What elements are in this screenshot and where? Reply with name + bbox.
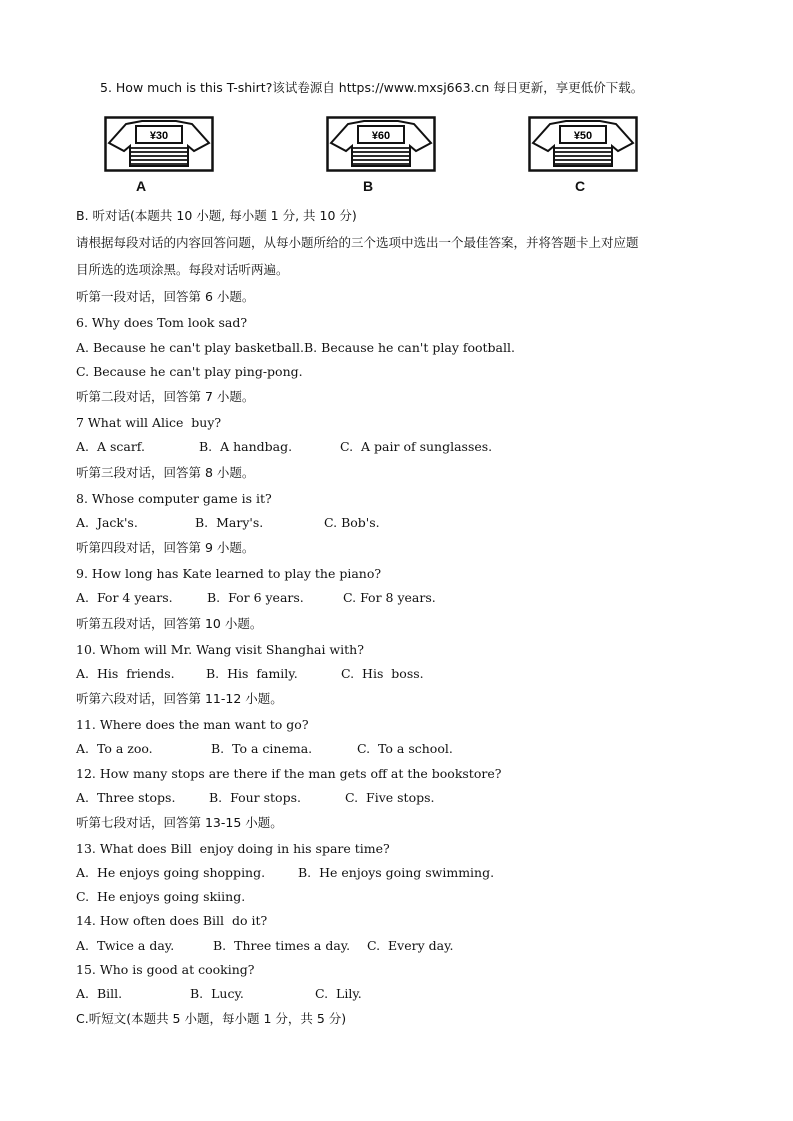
option-8a: A. Jack's. xyxy=(76,515,138,530)
option-7c: C. A pair of sunglasses. xyxy=(340,439,493,454)
option-12a: A. Three stops. xyxy=(76,790,176,805)
option-10b: B. His family. xyxy=(206,666,298,681)
section-c-title: C.听短文(本题共 5 小题，每小题 1 分，共 5 分) xyxy=(76,1011,347,1026)
question-14: 14. How often does Bill do it? xyxy=(76,913,268,928)
option-8c: C. Bob's. xyxy=(324,515,380,530)
option-15c: C. Lily. xyxy=(315,986,362,1001)
option-14c: C. Every day. xyxy=(367,938,454,953)
tshirt-price-a: ¥30 xyxy=(149,130,169,142)
question-9: 9. How long has Kate learned to play the piano? xyxy=(76,566,382,581)
option-13c: C. He enjoys going skiing. xyxy=(76,889,246,904)
option-label-a: A xyxy=(136,178,147,194)
tshirt-picture-b xyxy=(326,116,436,174)
question-8: 8. Whose computer game is it? xyxy=(76,491,272,506)
dialogue-heading-7: 听第七段对话，回答第 13-15 小题。 xyxy=(76,815,283,830)
question-10: 10. Whom will Mr. Wang visit Shanghai with? xyxy=(76,642,364,657)
option-7b: B. A handbag. xyxy=(199,439,293,454)
option-6a: A. Because he can't play basketball. xyxy=(76,340,304,355)
dialogue-heading-1: 听第一段对话，回答第 6 小题。 xyxy=(76,289,255,304)
option-11a: A. To a zoo. xyxy=(76,741,153,756)
section-b-instructions: 请根据每段对话的内容回答问题，从每小题所给的三个选项中选出一个最佳答案，并将答题卡上对应题 xyxy=(76,235,639,250)
option-7a: A. A scarf. xyxy=(76,439,145,454)
tshirt-picture-a xyxy=(104,116,214,174)
section-b-instructions-cont: 目所选的选项涂黑。每段对话听两遍。 xyxy=(76,262,289,277)
dialogue-heading-5: 听第五段对话，回答第 10 小题。 xyxy=(76,616,263,631)
option-10a: A. His friends. xyxy=(76,666,175,681)
option-9c: C. For 8 years. xyxy=(343,590,436,605)
question-12: 12. How many stops are there if the man gets off at the bookstore? xyxy=(76,766,502,781)
tshirt-picture-c xyxy=(528,116,638,174)
question-7: 7 What will Alice buy? xyxy=(76,415,222,430)
option-9a: A. For 4 years. xyxy=(76,590,173,605)
option-10c: C. His boss. xyxy=(341,666,424,681)
question-5: 5. How much is this T-shirt?该试卷源自 https://www.mxsj663.cn 每日更新，享更低价下载。 xyxy=(100,80,644,95)
question-13: 13. What does Bill enjoy doing in his spare time? xyxy=(76,841,390,856)
question-15: 15. Who is good at cooking? xyxy=(76,962,255,977)
dialogue-heading-3: 听第三段对话，回答第 8 小题。 xyxy=(76,465,255,480)
option-15b: B. Lucy. xyxy=(190,986,244,1001)
option-13a: A. He enjoys going shopping. xyxy=(76,865,266,880)
dialogue-heading-2: 听第二段对话，回答第 7 小题。 xyxy=(76,389,255,404)
option-label-b: B xyxy=(363,178,374,194)
option-12c: C. Five stops. xyxy=(345,790,435,805)
question-6: 6. Why does Tom look sad? xyxy=(76,315,248,330)
option-8b: B. Mary's. xyxy=(195,515,264,530)
option-14b: B. Three times a day. xyxy=(213,938,351,953)
option-label-c: C xyxy=(575,178,586,194)
option-6c: C. Because he can't play ping-pong. xyxy=(76,364,303,379)
tshirt-price-c: ¥50 xyxy=(573,130,593,142)
question-11: 11. Where does the man want to go? xyxy=(76,717,309,732)
tshirt-price-b: ¥60 xyxy=(371,130,391,142)
option-13b: B. He enjoys going swimming. xyxy=(298,865,495,880)
option-15a: A. Bill. xyxy=(76,986,123,1001)
option-11b: B. To a cinema. xyxy=(211,741,313,756)
option-11c: C. To a school. xyxy=(357,741,453,756)
option-9b: B. For 6 years. xyxy=(207,590,304,605)
option-14a: A. Twice a day. xyxy=(76,938,175,953)
dialogue-heading-6: 听第六段对话，回答第 11-12 小题。 xyxy=(76,691,283,706)
section-b-title: B. 听对话(本题共 10 小题, 每小题 1 分, 共 10 分) xyxy=(76,208,357,223)
option-6b: B. Because he can't play football. xyxy=(304,340,515,355)
dialogue-heading-4: 听第四段对话，回答第 9 小题。 xyxy=(76,540,255,555)
option-12b: B. Four stops. xyxy=(209,790,301,805)
